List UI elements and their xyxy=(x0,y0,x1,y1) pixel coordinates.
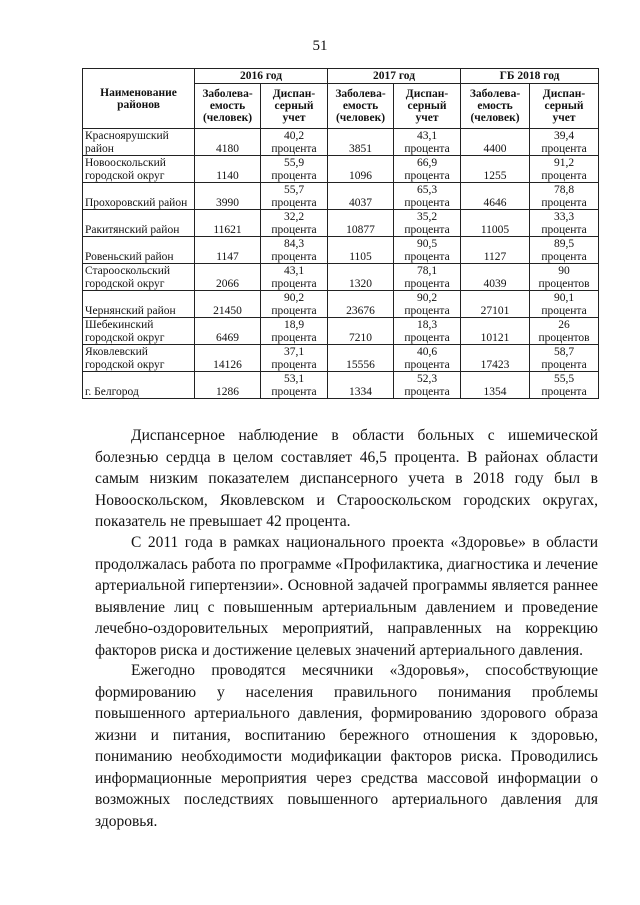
dispensary-value: 26 xyxy=(558,319,570,331)
morbidity-2017-cell: 1320 xyxy=(328,264,394,291)
morbidity-2016-cell: 11621 xyxy=(195,210,261,237)
dispensary-value: 84,3 xyxy=(283,238,305,250)
dispensary-value: 33,3 xyxy=(553,211,575,223)
morbidity-2016-cell: 2066 xyxy=(195,264,261,291)
header-morbidity: Заболева-емость (человек) xyxy=(195,84,261,129)
table-row xyxy=(83,237,599,264)
dispensary-2016-cell xyxy=(261,264,328,291)
dispensary-unit: процента xyxy=(271,385,317,398)
dispensary-value: 90,5 xyxy=(416,238,438,250)
table-row xyxy=(83,264,599,291)
table-row xyxy=(83,183,599,210)
dispensary-unit: процента xyxy=(404,358,450,371)
table-row xyxy=(83,291,599,318)
dispensary-unit: процента xyxy=(541,169,587,182)
dispensary-value: 53,1 xyxy=(283,373,305,385)
district-cell: Новооскольский городской округ xyxy=(83,156,195,183)
dispensary-unit: процента xyxy=(404,385,450,398)
dispensary-value: 78,8 xyxy=(553,184,575,196)
dispensary-2016-cell xyxy=(261,210,328,237)
dispensary-2016-cell xyxy=(261,372,328,399)
paragraph-dispensary: Диспансерное наблюдение в области больных с ишемической болезнью сердца в целом составляет 46,5 процента. В районах области самым низким показателем диспансерного учета в 2018 году был в Новооскольском, Яковлевском и Старооскольском городских округах, показатель не превышает 42 процента. xyxy=(95,427,598,530)
page-number: 51 xyxy=(312,38,328,54)
dispensary-unit: процента xyxy=(541,223,587,236)
dispensary-2016-cell xyxy=(261,318,328,345)
dispensary-unit: процента xyxy=(541,304,587,317)
paragraph-health-months: Ежегодно проводятся месячники «Здоровья», способствующие формированию у населения правильного понимания проблемы повышенного артериального давления, формированию здорового образа жизни и питания, воспитанию бережного отношения к здоровью, пониманию необходимости модификации факторов риска. Проводились информационные мероприятия через средства массовой информации о возможных последствиях повышенного артериального давления для здоровья. xyxy=(95,662,598,830)
table-row xyxy=(83,345,599,372)
dispensary-value: 52,3 xyxy=(416,373,438,385)
dispensary-unit: процента xyxy=(271,358,317,371)
dispensary-2018-cell xyxy=(530,372,599,399)
dispensary-2018-cell xyxy=(530,210,599,237)
dispensary-value: 78,1 xyxy=(416,265,438,277)
dispensary-value: 55,9 xyxy=(283,157,305,169)
dispensary-unit: процента xyxy=(404,304,450,317)
dispensary-2016-cell xyxy=(261,129,328,156)
dispensary-unit: процента xyxy=(271,331,317,344)
dispensary-unit: процента xyxy=(271,250,317,263)
morbidity-2018-cell: 4039 xyxy=(461,264,530,291)
dispensary-unit: процента xyxy=(404,331,450,344)
dispensary-2018-cell xyxy=(530,237,599,264)
morbidity-2018-cell: 4646 xyxy=(461,183,530,210)
morbidity-2017-cell: 10877 xyxy=(328,210,394,237)
table-row xyxy=(83,210,599,237)
header-year-2018: ГБ 2018 год xyxy=(461,69,599,84)
dispensary-value: 90 xyxy=(558,265,570,277)
header-morbidity: Заболева-емость (человек) xyxy=(328,84,394,129)
morbidity-2018-cell: 10121 xyxy=(461,318,530,345)
dispensary-unit: процента xyxy=(404,196,450,209)
header-district: Наименование районов xyxy=(83,69,195,129)
dispensary-value: 91,2 xyxy=(553,157,575,169)
dispensary-unit: процентов xyxy=(538,277,590,290)
morbidity-2016-cell: 4180 xyxy=(195,129,261,156)
dispensary-2017-cell xyxy=(394,264,461,291)
table-body xyxy=(83,129,599,399)
dispensary-value: 66,9 xyxy=(416,157,438,169)
dispensary-2017-cell xyxy=(394,237,461,264)
header-dispensary: Диспан-серный учет xyxy=(530,84,599,129)
morbidity-2018-cell: 1354 xyxy=(461,372,530,399)
dispensary-2018-cell xyxy=(530,183,599,210)
morbidity-2017-cell: 4037 xyxy=(328,183,394,210)
dispensary-value: 55,5 xyxy=(553,373,575,385)
header-year-2017: 2017 год xyxy=(328,69,461,84)
dispensary-value: 43,1 xyxy=(283,265,305,277)
header-year-2016: 2016 год xyxy=(195,69,328,84)
dispensary-unit: процентов xyxy=(538,331,590,344)
dispensary-2017-cell xyxy=(394,156,461,183)
dispensary-2017-cell xyxy=(394,345,461,372)
dispensary-2018-cell xyxy=(530,129,599,156)
table-row xyxy=(83,318,599,345)
dispensary-unit: процента xyxy=(271,169,317,182)
dispensary-2017-cell xyxy=(394,210,461,237)
dispensary-unit: процента xyxy=(404,142,450,155)
district-cell: г. Белгород xyxy=(83,372,195,399)
dispensary-unit: процента xyxy=(541,358,587,371)
dispensary-value: 39,4 xyxy=(553,130,575,142)
dispensary-unit: процента xyxy=(541,385,587,398)
header-dispensary: Диспан-серный учет xyxy=(394,84,461,129)
morbidity-2017-cell: 23676 xyxy=(328,291,394,318)
morbidity-2016-cell: 1286 xyxy=(195,372,261,399)
dispensary-value: 90,2 xyxy=(416,292,438,304)
dispensary-2017-cell xyxy=(394,291,461,318)
dispensary-2016-cell xyxy=(261,291,328,318)
dispensary-2018-cell xyxy=(530,156,599,183)
morbidity-2016-cell: 6469 xyxy=(195,318,261,345)
table-row xyxy=(83,129,599,156)
dispensary-value: 89,5 xyxy=(553,238,575,250)
table-header-years xyxy=(83,69,599,84)
morbidity-2017-cell: 1334 xyxy=(328,372,394,399)
dispensary-value: 90,1 xyxy=(553,292,575,304)
morbidity-2018-cell: 11005 xyxy=(461,210,530,237)
dispensary-2018-cell xyxy=(530,345,599,372)
dispensary-2017-cell xyxy=(394,183,461,210)
dispensary-value: 18,9 xyxy=(283,319,305,331)
dispensary-2017-cell xyxy=(394,318,461,345)
morbidity-2016-cell: 21450 xyxy=(195,291,261,318)
dispensary-unit: процента xyxy=(541,142,587,155)
district-cell: Шебекинский городской округ xyxy=(83,318,195,345)
morbidity-table xyxy=(82,68,599,399)
header-morbidity: Заболева-емость (человек) xyxy=(461,84,530,129)
dispensary-unit: процента xyxy=(404,277,450,290)
dispensary-value: 35,2 xyxy=(416,211,438,223)
dispensary-value: 55,7 xyxy=(283,184,305,196)
district-cell: Старооскольский городской округ xyxy=(83,264,195,291)
dispensary-value: 90,2 xyxy=(283,292,305,304)
dispensary-unit: процента xyxy=(271,223,317,236)
district-cell: Чернянский район xyxy=(83,291,195,318)
dispensary-value: 40,6 xyxy=(416,346,438,358)
morbidity-2017-cell: 15556 xyxy=(328,345,394,372)
morbidity-2017-cell: 1105 xyxy=(328,237,394,264)
dispensary-value: 32,2 xyxy=(283,211,305,223)
dispensary-unit: процента xyxy=(271,277,317,290)
header-dispensary: Диспан-серный учет xyxy=(261,84,328,129)
dispensary-value: 40,2 xyxy=(283,130,305,142)
dispensary-2016-cell xyxy=(261,237,328,264)
morbidity-2016-cell: 1140 xyxy=(195,156,261,183)
morbidity-2018-cell: 1255 xyxy=(461,156,530,183)
dispensary-2016-cell xyxy=(261,345,328,372)
dispensary-unit: процента xyxy=(541,250,587,263)
morbidity-2016-cell: 14126 xyxy=(195,345,261,372)
morbidity-2018-cell: 27101 xyxy=(461,291,530,318)
morbidity-2018-cell: 1127 xyxy=(461,237,530,264)
dispensary-unit: процента xyxy=(271,304,317,317)
paragraph-national-project: С 2011 года в рамках национального проекта «Здоровье» в области продолжалась работа по программе «Профилактика, диагностика и лечение артериальной гипертензии». Основной задачей программы является раннее выявление лиц с повышенным артериальным давлением и проведение лечебно-оздоровительных мероприятий, направленных на коррекцию факторов риска и достижение целевых значений артериального давления. xyxy=(95,534,598,659)
dispensary-unit: процента xyxy=(404,250,450,263)
morbidity-2016-cell: 3990 xyxy=(195,183,261,210)
morbidity-2018-cell: 17423 xyxy=(461,345,530,372)
dispensary-unit: процента xyxy=(404,223,450,236)
dispensary-2018-cell xyxy=(530,318,599,345)
dispensary-unit: процента xyxy=(271,196,317,209)
dispensary-2018-cell xyxy=(530,291,599,318)
district-cell: Ракитянский район xyxy=(83,210,195,237)
district-cell: Красноярушский район xyxy=(83,129,195,156)
district-cell: Ровеньский район xyxy=(83,237,195,264)
dispensary-unit: процента xyxy=(271,142,317,155)
dispensary-value: 43,1 xyxy=(416,130,438,142)
dispensary-unit: процента xyxy=(541,196,587,209)
dispensary-2017-cell xyxy=(394,129,461,156)
morbidity-2017-cell: 3851 xyxy=(328,129,394,156)
morbidity-2016-cell: 1147 xyxy=(195,237,261,264)
district-cell: Яковлевский городской округ xyxy=(83,345,195,372)
table-row xyxy=(83,156,599,183)
dispensary-2016-cell xyxy=(261,183,328,210)
dispensary-value: 65,3 xyxy=(416,184,438,196)
dispensary-value: 58,7 xyxy=(553,346,575,358)
dispensary-2016-cell xyxy=(261,156,328,183)
morbidity-2017-cell: 1096 xyxy=(328,156,394,183)
dispensary-value: 37,1 xyxy=(283,346,305,358)
dispensary-2018-cell xyxy=(530,264,599,291)
dispensary-unit: процента xyxy=(404,169,450,182)
dispensary-value: 18,3 xyxy=(416,319,438,331)
morbidity-2017-cell: 7210 xyxy=(328,318,394,345)
table-row xyxy=(83,372,599,399)
dispensary-2017-cell xyxy=(394,372,461,399)
morbidity-2018-cell: 4400 xyxy=(461,129,530,156)
district-cell: Прохоровский район xyxy=(83,183,195,210)
